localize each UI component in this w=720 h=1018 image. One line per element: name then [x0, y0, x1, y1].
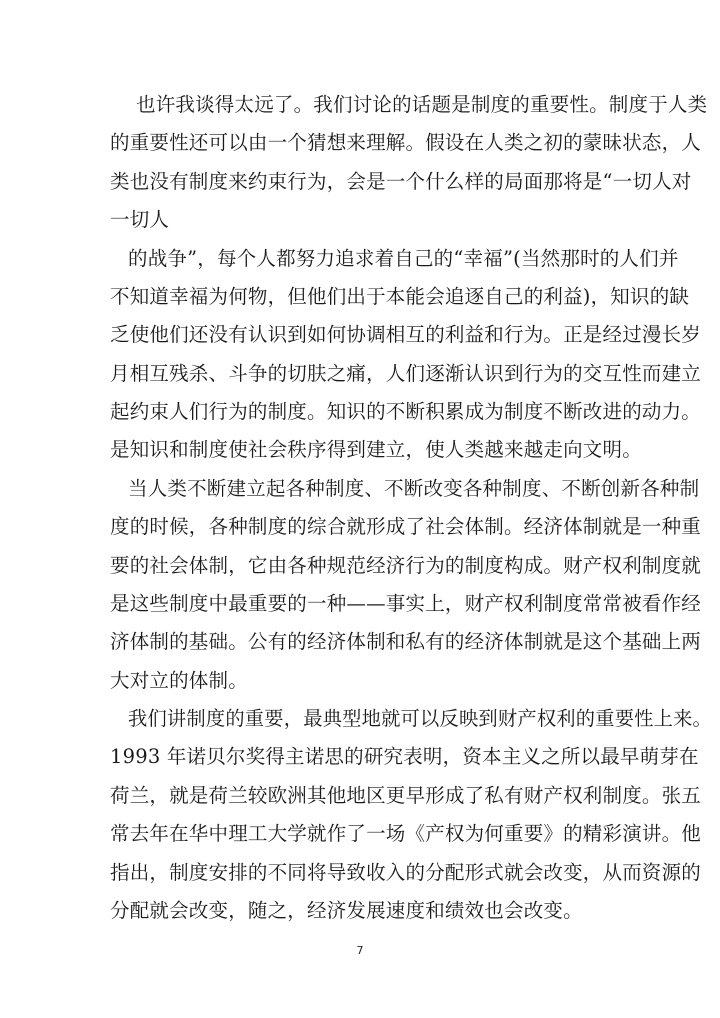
paragraph-2-line-6: 是知识和制度使社会秩序得到建立，使人类越来越走向文明。 [110, 438, 642, 461]
paragraph-4-line-4: 常去年在华中理工大学就作了一场《产权为何重要》的精彩演讲。他 [110, 822, 702, 845]
paragraph-4-line-2: 1993 年诺贝尔奖得主诺思的研究表明，资本主义之所以最早萌芽在 [110, 745, 699, 768]
paragraph-2-line-4: 月相互残杀、斗争的切肤之痛，人们逐渐认识到行为的交互性而建立 [110, 362, 702, 385]
paragraph-2-line-5: 起约束人们行为的制度。知识的不断积累成为制度不断改进的动力。 [110, 400, 702, 423]
page-number: 7 [356, 944, 364, 957]
paragraph-4-line-6: 分配就会改变，随之，经济发展速度和绩效也会改变。 [110, 899, 583, 922]
paragraph-3-line-5: 济体制的基础。公有的经济体制和私有的经济体制就是这个基础上两 [110, 630, 702, 653]
paragraph-2-line-1: 的战争”，每个人都努力追求着自己的“幸福”(当然那时的人们并 [128, 247, 679, 270]
paragraph-3-line-4: 是这些制度中最重要的一种——事实上，财产权利制度常常被看作经 [110, 592, 702, 615]
paragraph-4-line-3: 荷兰，就是荷兰较欧洲其他地区更早形成了私有财产权利制度。张五 [110, 784, 702, 807]
paragraph-2-line-3: 乏使他们还没有认识到如何协调相互的利益和行为。正是经过漫长岁 [110, 323, 702, 346]
paragraph-1-line-1: 也许我谈得太远了。我们讨论的话题是制度的重要性。制度于人类 [136, 93, 708, 116]
paragraph-4-line-5: 指出，制度安排的不同将导致收入的分配形式就会改变，从而资源的 [110, 861, 702, 884]
paragraph-2-line-2: 不知道幸福为何物，但他们出于本能会追逐自己的利益)，知识的缺 [110, 285, 690, 308]
paragraph-3-line-1: 当人类不断建立起各种制度、不断改变各种制度、不断创新各种制 [128, 477, 700, 500]
paragraph-1-line-4: 一切人 [110, 208, 170, 231]
paragraph-3-line-3: 要的社会体制，它由各种规范经济行为的制度构成。财产权利制度就 [110, 554, 702, 577]
paragraph-3-line-2: 度的时候，各种制度的综合就形成了社会体制。经济体制就是一种重 [110, 515, 702, 538]
paragraph-3-line-6: 大对立的体制。 [110, 669, 248, 692]
paragraph-1-line-2: 的重要性还可以由一个猜想来理解。假设在人类之初的蒙昧状态，人 [110, 131, 702, 154]
paragraph-1-line-3: 类也没有制度来约束行为，会是一个什么样的局面那将是“一切人对 [110, 170, 692, 193]
paragraph-4-line-1: 我们讲制度的重要，最典型地就可以反映到财产权利的重要性上来。 [128, 707, 713, 730]
